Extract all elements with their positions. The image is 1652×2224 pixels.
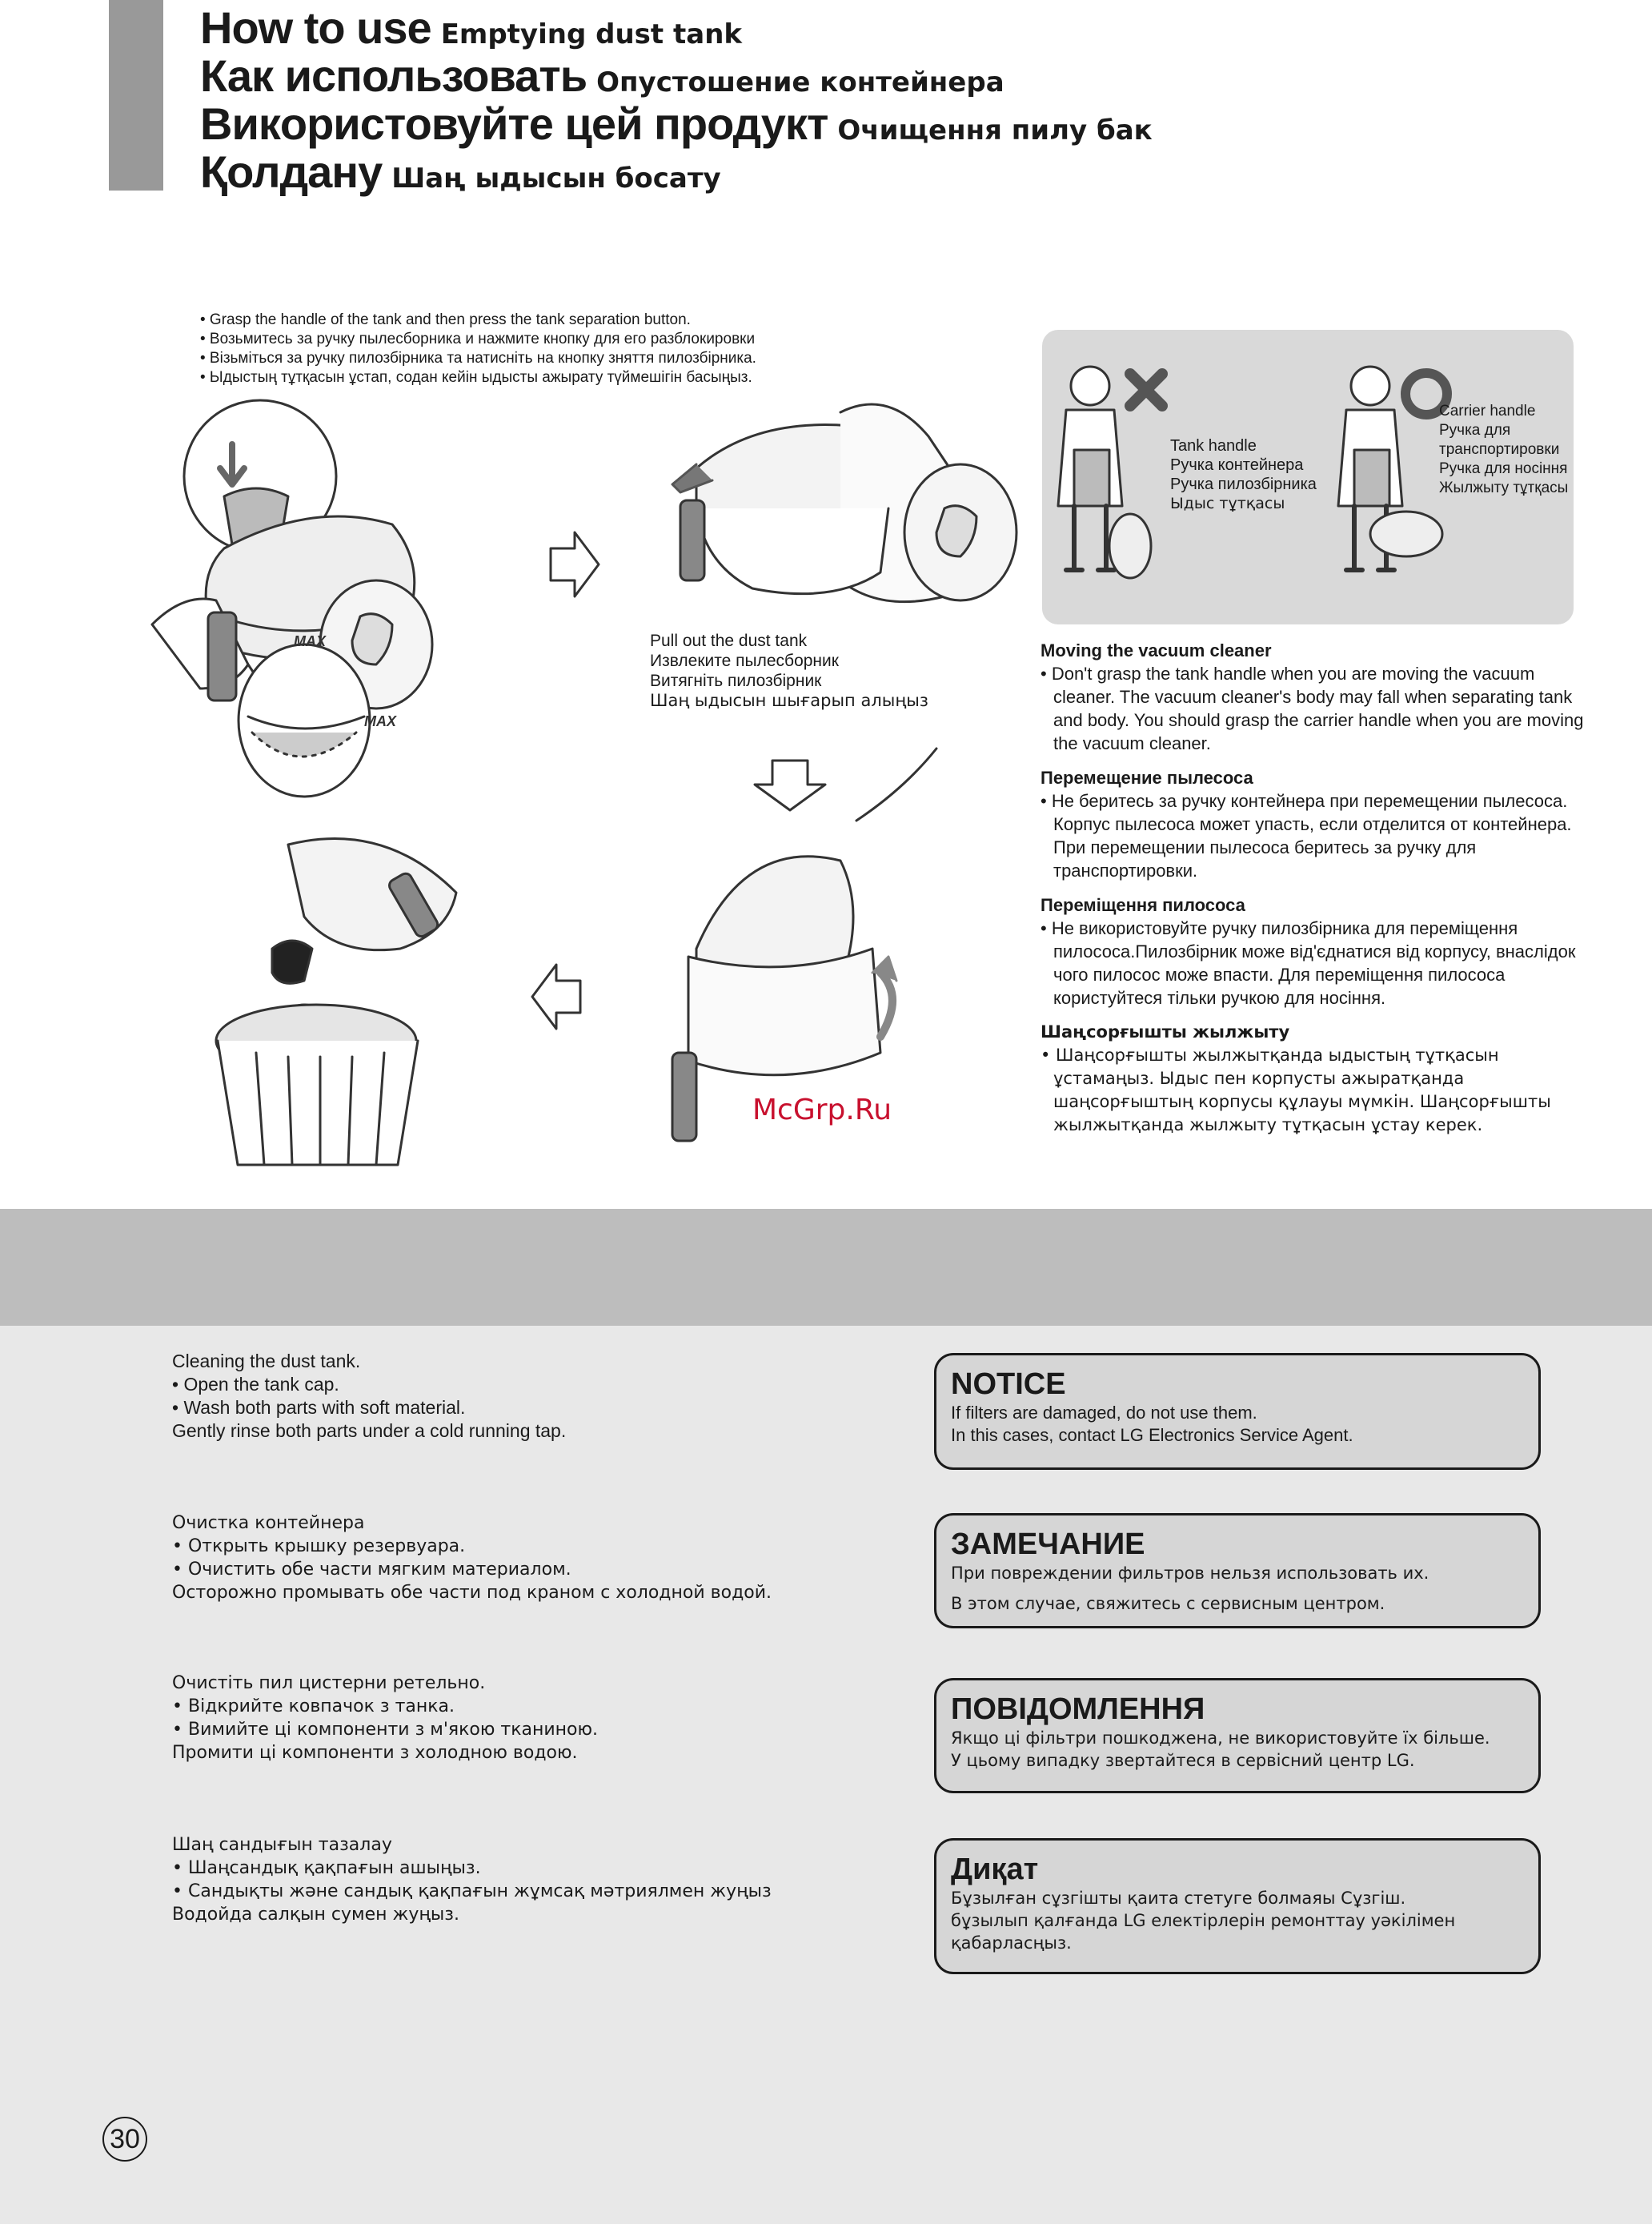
label-line: Ручка для носіння: [1439, 460, 1568, 477]
heading-ru: [200, 50, 1004, 102]
notice-line: При повреждении фильтров нельзя использовать их.: [951, 1564, 1429, 1583]
pull-line: Шаң ыдысын шығарып алыңыз: [650, 691, 928, 710]
moving-title: Перемещение пылесоса: [1041, 768, 1253, 788]
notice-line: У цьому випадку звертайтеся в сервісний центр LG.: [951, 1751, 1415, 1770]
grip-line: • Ыдыстың тұтқасын ұстап, содан кейін ыдысты ажырату түймешігін басыңыз.: [200, 369, 752, 386]
carrier-handle-label: [1439, 402, 1568, 498]
label-line: Carrier handle: [1439, 403, 1536, 420]
label-line: транспортировки: [1439, 441, 1560, 458]
pull-line: Pull out the dust tank: [650, 632, 808, 650]
header-side-bar: [109, 0, 163, 191]
dust-dumping-illustration: [216, 839, 456, 1166]
moving-body: • Шаңсорғышты жылжытқанда ыдыстың тұтқасын ұстамаңыз. Ыдыс пен корпусты ажыратқанда шаңсорғыштың корпусы құлауы мүмкін. Шаңсорғышты жылжытқанда жылжыту тұтқасын ұстау керек.: [1041, 1046, 1551, 1134]
moving-title: Moving the vacuum cleaner: [1041, 640, 1272, 660]
notice-title: ЗАМЕЧАНИЕ: [951, 1527, 1145, 1561]
heading-kz: [200, 146, 721, 198]
pull-line: Витягніть пилозбірник: [650, 672, 822, 690]
grip-line: • Grasp the handle of the tank and then press the tank separation button.: [200, 311, 691, 328]
notice-line: If filters are damaged, do not use them.: [951, 1403, 1257, 1423]
label-line: Жылжыту тұтқасы: [1439, 480, 1569, 496]
label-line: Ыдыс тұтқасы: [1170, 495, 1285, 512]
cleaning-line: Шаң сандығын тазалау: [172, 1835, 392, 1855]
section-band: [0, 1209, 1652, 1326]
notice-line: In this cases, contact LG Electronics Service Agent.: [951, 1425, 1353, 1445]
heading-main: How to use: [200, 2, 431, 53]
moving-body: • Don't grasp the tank handle when you are moving the vacuum cleaner. The vacuum cleaner's body may fall when separating tank and body. You should grasp the carrier handle when you are moving the vacuum cleaner.: [1041, 664, 1584, 753]
grip-instructions: [200, 311, 756, 387]
arrow-right-icon: [551, 532, 599, 596]
max-label-1: MAX: [294, 633, 326, 649]
notice-box-ru: [934, 1513, 1541, 1628]
cleaning-line: • Open the tank cap.: [172, 1374, 339, 1395]
heading-sub: Emptying dust tank: [440, 18, 743, 50]
cleaning-line: Cleaning the dust tank.: [172, 1351, 361, 1371]
cleaning-line: • Очистить обе части мягким материалом.: [172, 1560, 571, 1580]
vacuum-tank-removed-illustration: [672, 404, 1016, 602]
moving-body: • Не використовуйте ручку пилозбірника для переміщення пилососа.Пилозбірник може від'єднатися від корпусу, внаслідок чого пилосос може впасти. Для переміщення пилососа користуйтеся тільки ручкою для носіння.: [1041, 918, 1576, 1008]
moving-title: Шаңсорғышты жылжыту: [1041, 1022, 1290, 1042]
emptying-illustration: [120, 388, 1041, 1169]
cleaning-kz: [172, 1833, 772, 1926]
notice-title: ПОВІДОМЛЕННЯ: [951, 1692, 1205, 1726]
notice-box-kz: [934, 1838, 1541, 1974]
heading-sub: Шаң ыдысын босату: [391, 163, 721, 195]
label-line: Ручка пилозбірника: [1170, 476, 1317, 493]
label-line: Ручка для: [1439, 422, 1511, 439]
cleaning-line: • Відкрийте ковпачок з танка.: [172, 1696, 455, 1716]
label-line: Tank handle: [1170, 437, 1257, 455]
arrow-down-icon: [755, 761, 825, 810]
label-line: Ручка контейнера: [1170, 456, 1304, 474]
tank-opening-illustration: [672, 749, 936, 1141]
page-number: 30: [102, 2117, 147, 2162]
notice-title: Диқат: [951, 1853, 1039, 1886]
cleaning-ua: [172, 1672, 598, 1764]
cleaning-line: Очистіть пил цистерни ретельно.: [172, 1673, 486, 1693]
notice-line: бұзылып қалғанда LG електірлерін ремонттау уәкілімен: [951, 1911, 1456, 1930]
cleaning-line: Gently rinse both parts under a cold running tap.: [172, 1420, 567, 1441]
notice-line: Якщо ці фільтри пошкоджена, не використовуйте їх більше.: [951, 1728, 1490, 1748]
watermark: McGrp.Ru: [752, 1094, 892, 1126]
cleaning-line: Водойда салқын сумен жуңыз.: [172, 1905, 459, 1925]
cleaning-line: • Wash both parts with soft material.: [172, 1397, 466, 1418]
cleaning-line: • Сандықты және сандық қақпағын жұмсақ мәтриялмен жуңыз: [172, 1881, 772, 1901]
cleaning-line: • Вимийте ці компоненти з м'якою тканиною.: [172, 1720, 599, 1740]
grip-line: • Возьмитесь за ручку пылесборника и нажмите кнопку для его разблокировки: [200, 331, 756, 347]
arrow-left-icon: [532, 965, 580, 1029]
heading-en: [200, 2, 742, 54]
moving-body: • Не беритесь за ручку контейнера при перемещении пылесоса. Корпус пылесоса может упасть, если отделится от контейнера. При перемещении пылесоса беритесь за ручку для транспортировки.: [1041, 791, 1572, 881]
cleaning-en: [172, 1350, 566, 1443]
notice-title: NOTICE: [951, 1367, 1066, 1401]
cleaning-line: • Открыть крышку резервуара.: [172, 1536, 466, 1556]
pull-line: Извлеките пылесборник: [650, 652, 839, 670]
notice-line: В этом случае, свяжитесь с сервисным центром.: [951, 1594, 1385, 1613]
tank-handle-label: [1170, 436, 1317, 513]
wrong-x-icon: [1130, 374, 1162, 406]
cleaning-ru: [172, 1511, 772, 1604]
cleaning-line: Промити ці компоненти з холодною водою.: [172, 1743, 578, 1763]
moving-title: Переміщення пилососа: [1041, 895, 1245, 915]
notice-box-ua: [934, 1678, 1541, 1793]
cleaning-line: • Шаңсандық қақпағын ашыңыз.: [172, 1858, 481, 1878]
heading-sub: Опустошение контейнера: [596, 66, 1004, 98]
grip-line: • Візьміться за ручку пилозбірника та натисніть на кнопку зняття пилозбірника.: [200, 350, 756, 367]
cleaning-line: Осторожно промывать обе части под краном с холодной водой.: [172, 1583, 772, 1603]
notice-box-en: [934, 1353, 1541, 1470]
vacuum-body-illustration: [152, 400, 432, 797]
heading-sub: Очищення пилу бак: [837, 114, 1153, 147]
heading-ua: [200, 98, 1153, 150]
person-right-illustration: [1338, 367, 1442, 570]
heading-main: Викoристовуйте цей продукт: [200, 98, 828, 149]
notice-line: Бұзылған сұзгішты қаита стетуге болмаяы Сұзгіш.: [951, 1889, 1406, 1908]
cleaning-line: Очистка контейнера: [172, 1513, 365, 1533]
pull-out-text: [650, 631, 928, 711]
heading-main: Қолдану: [200, 147, 383, 197]
notice-line: қабарласңыз.: [951, 1933, 1072, 1953]
heading-main: Как использовать: [200, 50, 587, 101]
max-label-2: MAX: [364, 713, 396, 729]
moving-instructions: [1041, 639, 1585, 1137]
